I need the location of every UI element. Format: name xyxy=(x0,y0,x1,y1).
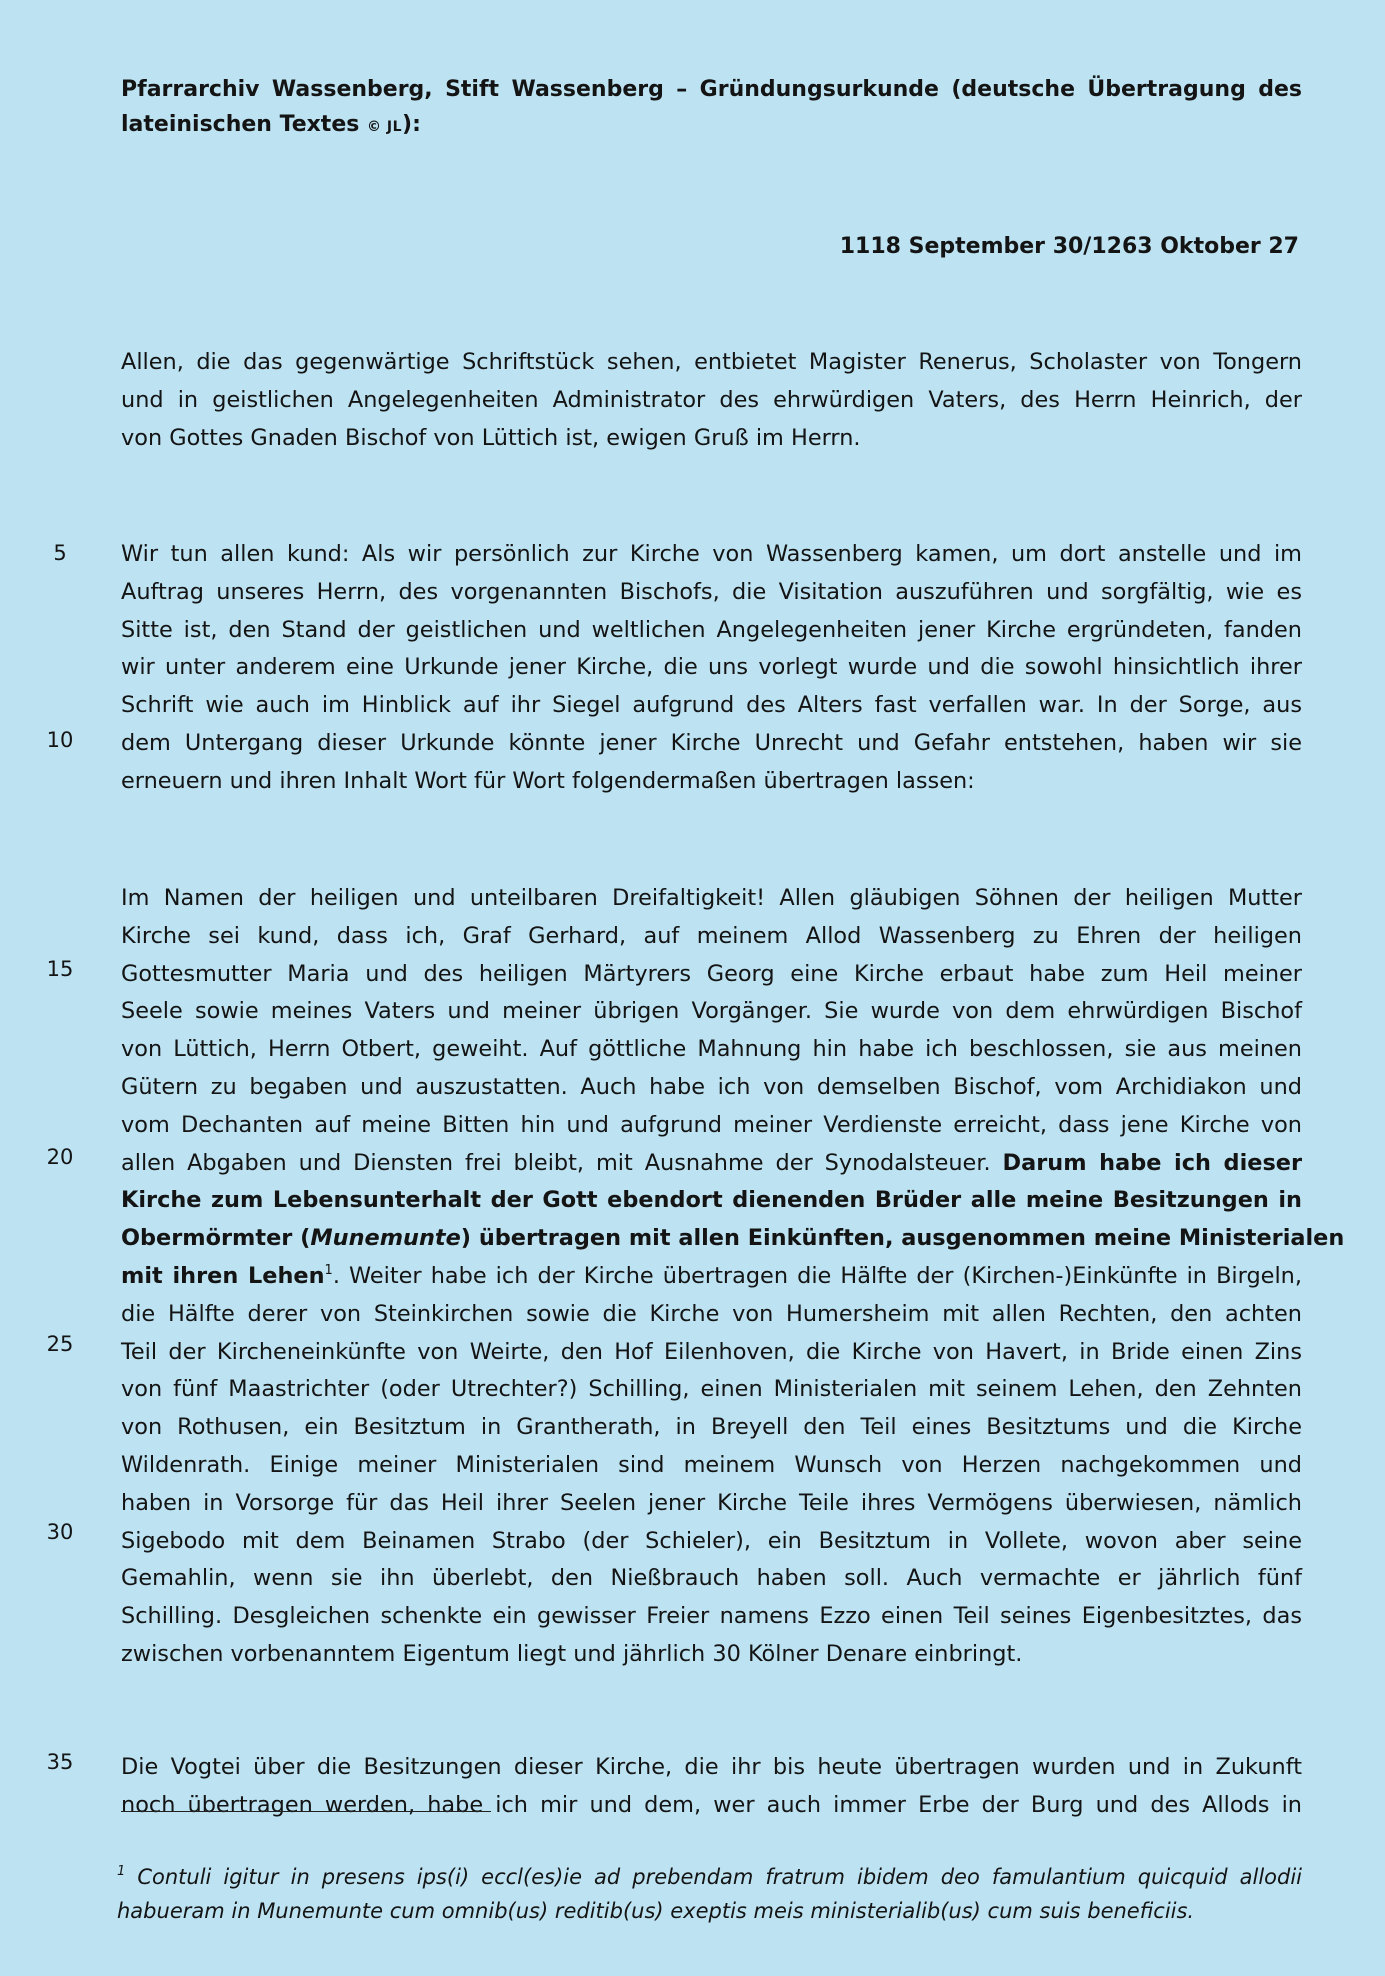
paragraph-visitation xyxy=(121,536,1302,801)
text-run: allen Abgaben und Diensten frei bleibt, mit Ausnahme der Synodalsteuer. xyxy=(121,1149,1003,1176)
text-line: Schrift wie auch im Hinblick auf ihr Siegel aufgrund des Alters fast verfallen war. In der Sorge, aus xyxy=(121,692,1302,719)
text-run: ) übertragen mit allen Einkünften, ausgenommen meine Ministerialen xyxy=(460,1225,1345,1252)
text-line: dem Untergang dieser Urkunde könnte jener Kirche Unrecht und Gefahr entstehen, haben wir sie xyxy=(121,729,1302,756)
text-line xyxy=(121,1258,1302,1296)
text-line: Gemahlin, wenn sie ihn überlebt, den Nießbrauch haben soll. Auch vermachte er jährlich fünf xyxy=(121,1565,1302,1592)
text-line: von Lüttich, Herrn Otbert, geweiht. Auf göttliche Mahnung hin habe ich beschlossen, sie aus meinen xyxy=(121,1036,1302,1063)
footnote-line: habueram in Munemunte cum omnib(us) reditib(us) exeptis meis ministerialib(us) cum suis beneficiis. xyxy=(117,1899,1195,1923)
line-number: 30 xyxy=(46,1520,74,1544)
document-heading xyxy=(121,72,1302,145)
text-line: haben in Vorsorge für das Heil ihrer Seelen jener Kirche Teile ihres Vermögens überwiesen, nämlich xyxy=(121,1489,1302,1516)
paragraph-charter xyxy=(121,880,1345,1674)
bold-text: Darum habe ich dieser xyxy=(1002,1149,1302,1176)
footnote-reference[interactable]: 1 xyxy=(324,1262,333,1278)
text-line: Sitte ist, den Stand der geistlichen und weltlichen Angelegenheiten jener Kirche ergründeten, fanden xyxy=(121,616,1302,643)
text-line xyxy=(121,1220,1345,1258)
text-line: wir unter anderem eine Urkunde jener Kirche, die uns vorlegt wurde und die sowohl hinsichtlich ihrer xyxy=(121,654,1302,681)
line-number: 5 xyxy=(53,541,67,565)
line-number: 20 xyxy=(46,1145,74,1169)
text-line: Allen, die das gegenwärtige Schriftstück sehen, entbietet Magister Renerus, Scholaster von Tongern xyxy=(121,349,1302,375)
text-line: zwischen vorbenanntem Eigentum liegt und jährlich 30 Kölner Denare einbringt. xyxy=(121,1640,1023,1667)
footnote-text: Contuli igitur in presens ips(i) eccl(es)ie ad prebendam fratrum ibidem deo famulantium quicquid allodii xyxy=(137,1865,1303,1889)
text-line: die Hälfte derer von Steinkirchen sowie die Kirche von Humersheim mit allen Rechten, den achten xyxy=(121,1300,1302,1327)
footnote-divider xyxy=(121,1811,491,1812)
copyright-mark: © JL xyxy=(367,119,403,135)
document-date: 1118 September 30/1263 Oktober 27 xyxy=(839,234,1299,259)
text-line: Im Namen der heiligen und unteilbaren Dreifaltigkeit! Allen gläubigen Söhnen der heiligen Mutter xyxy=(121,885,1302,911)
text-line: Die Vogtei über die Besitzungen dieser Kirche, die ihr bis heute übertragen wurden und in Zukunft xyxy=(121,1754,1302,1780)
text-line: Kirche sei kund, dass ich, Graf Gerhard, auf meinem Allod Wassenberg zu Ehren der heiligen xyxy=(121,922,1302,949)
text-line: vom Dechanten auf meine Bitten hin und aufgrund meiner Verdienste erreicht, dass jene Kirche von xyxy=(121,1111,1302,1138)
line-number: 25 xyxy=(46,1332,74,1356)
text-line: Gottesmutter Maria und des heiligen Märtyrers Georg eine Kirche erbaut habe zum Heil meiner xyxy=(121,960,1302,987)
line-number: 15 xyxy=(46,957,74,981)
bold-text: Kirche zum Lebensunterhalt der Gott ebendort dienenden Brüder alle meine Besitzungen in xyxy=(121,1187,1302,1214)
heading-title: Pfarrarchiv Wassenberg, Stift Wassenberg – Gründungsurkunde (deutsche Übertragung des lateinischen Textes xyxy=(121,77,1302,137)
text-line: von Rothusen, ein Besitztum in Grantherath, in Breyell den Teil eines Besitztums und die Kirche xyxy=(121,1414,1302,1441)
text-line xyxy=(121,1145,1302,1183)
heading-title-end: ): xyxy=(402,112,421,137)
italic-place-name: Munemunte xyxy=(310,1225,461,1252)
text-line: noch übertragen werden, habe ich mir und dem, wer auch immer Erbe der Burg und des Allods in xyxy=(121,1791,1302,1818)
text-line: Auftrag unseres Herrn, des vorgenannten Bischofs, die Visitation auszuführen und sorgfältig, wie es xyxy=(121,578,1302,605)
text-line: von Gottes Gnaden Bischof von Lüttich ist, ewigen Gruß im Herrn. xyxy=(121,424,861,451)
text-line: von fünf Maastrichter (oder Utrechter?) Schilling, einen Ministerialen mit seinem Lehen, den Zehnten xyxy=(121,1376,1302,1403)
text-line: Wir tun allen kund: Als wir persönlich zur Kirche von Wassenberg kamen, um dort anstelle und im xyxy=(121,541,1302,567)
text-line xyxy=(121,1182,1302,1220)
text-line: Gütern zu begaben und auszustatten. Auch habe ich von demselben Bischof, vom Archidiakon und xyxy=(121,1073,1302,1100)
text-line: und in geistlichen Angelegenheiten Administrator des ehrwürdigen Vaters, des Herrn Heinrich, der xyxy=(121,386,1302,413)
line-number: 10 xyxy=(46,728,74,752)
text-line: erneuern und ihren Inhalt Wort für Wort folgendermaßen übertragen lassen: xyxy=(121,767,975,794)
text-line: Sigebodo mit dem Beinamen Strabo (der Schieler), ein Besitztum in Vollete, wovon aber seine xyxy=(121,1527,1302,1554)
bold-text: mit ihren Lehen xyxy=(121,1262,325,1289)
footnote xyxy=(117,1860,1302,1928)
paragraph-greeting xyxy=(121,344,1302,457)
bold-text xyxy=(121,1225,1344,1251)
text-run: . Weiter habe ich der Kirche übertragen die Hälfte der (Kirchen-)Einkünfte in Birgeln, xyxy=(332,1262,1302,1289)
footnote-line xyxy=(117,1860,1302,1894)
footnote-marker: 1 xyxy=(117,1864,126,1879)
text-line: Schilling. Desgleichen schenkte ein gewisser Freier namens Ezzo einen Teil seines Eigenbesitztes, das xyxy=(121,1603,1302,1630)
text-line: Seele sowie meines Vaters und meiner übrigen Vorgänger. Sie wurde von dem ehrwürdigen Bischof xyxy=(121,998,1302,1025)
text-line: Teil der Kircheneinkünfte von Weirte, den Hof Eilenhoven, die Kirche von Havert, in Bride einen Zins xyxy=(121,1338,1302,1365)
text-run: Obermörmter ( xyxy=(121,1225,311,1252)
text-line: Wildenrath. Einige meiner Ministerialen sind meinem Wunsch von Herzen nachgekommen und xyxy=(121,1451,1302,1478)
paragraph-vogtei xyxy=(121,1749,1302,1825)
line-number: 35 xyxy=(46,1750,74,1774)
